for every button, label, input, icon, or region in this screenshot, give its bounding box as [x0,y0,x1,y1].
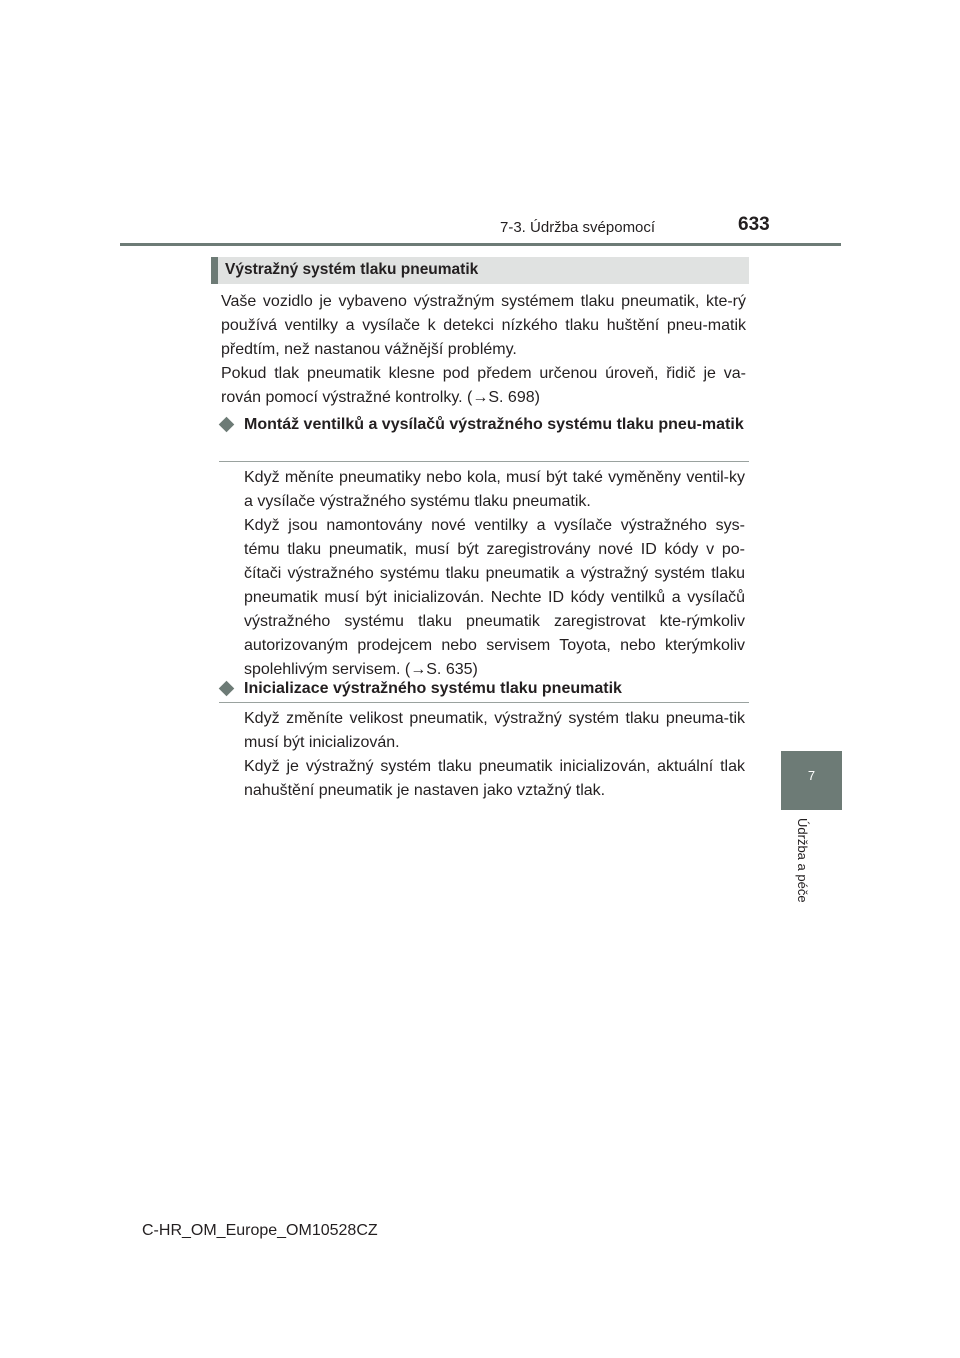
chapter-title-text: Údržba a péče [795,818,810,903]
subsection-paragraph: Když měníte pneumatiky nebo kola, musí být také vyměněny ventil-ky a vysílače výstražného systému tlaku pneumatik. [244,469,745,510]
subsection-paragraph: Když jsou namontovány nové ventilky a vysílače výstražného sys-tému tlaku pneumatik, musí být zaregistrovány nové ID kódy v po-čítači výstražného systému tlaku pneumatik a výstražný systém tlaku pneumatik musí být inicializován. Nechte ID kódy ventilků a vysílačů výstražného systému tlaku pneumatik zaregistrovat kte-rýmkoliv autorizovaným prodejcem nebo servisem Toyota, nebo kterýmkoliv spolehlivým servisem. (→S. 635) [244,517,745,678]
diamond-bullet-icon [219,417,235,433]
page-number: 633 [738,214,770,235]
section-label: 7-3. Údržba svépomocí [500,219,656,236]
diamond-bullet-icon [219,681,235,697]
subsection-rule [219,702,749,703]
intro-paragraph: Vaše vozidlo je vybaveno výstražným systémem tlaku pneumatik, kte-rý používá ventilky a vysílače k detekci nízkého tlaku huštění pneu-matik předtím, než nastanou vážnější problémy. [221,293,746,358]
intro-paragraph: Pokud tlak pneumatik klesne pod předem určenou úroveň, řidič je va-rován pomocí výstražné kontrolky. (→S. 698) [221,365,746,406]
subsection-title: Montáž ventilků a vysílačů výstražného systému tlaku pneu-matik [244,416,744,433]
chapter-title [795,818,815,918]
subsection-title: Inicializace výstražného systému tlaku pneumatik [244,680,622,697]
chapter-number: 7 [807,768,816,783]
section-heading-accent [211,257,218,284]
subsection-rule [219,461,749,462]
subsection-paragraph: Když změníte velikost pneumatik, výstražný systém tlaku pneuma-tik musí být inicializován. [244,710,745,751]
subsection-paragraph: Když je výstražný systém tlaku pneumatik inicializován, aktuální tlak nahuštění pneumatik je nastaven jako vztažný tlak. [244,758,745,799]
document-code: C-HR_OM_Europe_OM10528CZ [142,1222,378,1239]
section-heading: Výstražný systém tlaku pneumatik [225,261,479,278]
header-rule [120,243,841,246]
